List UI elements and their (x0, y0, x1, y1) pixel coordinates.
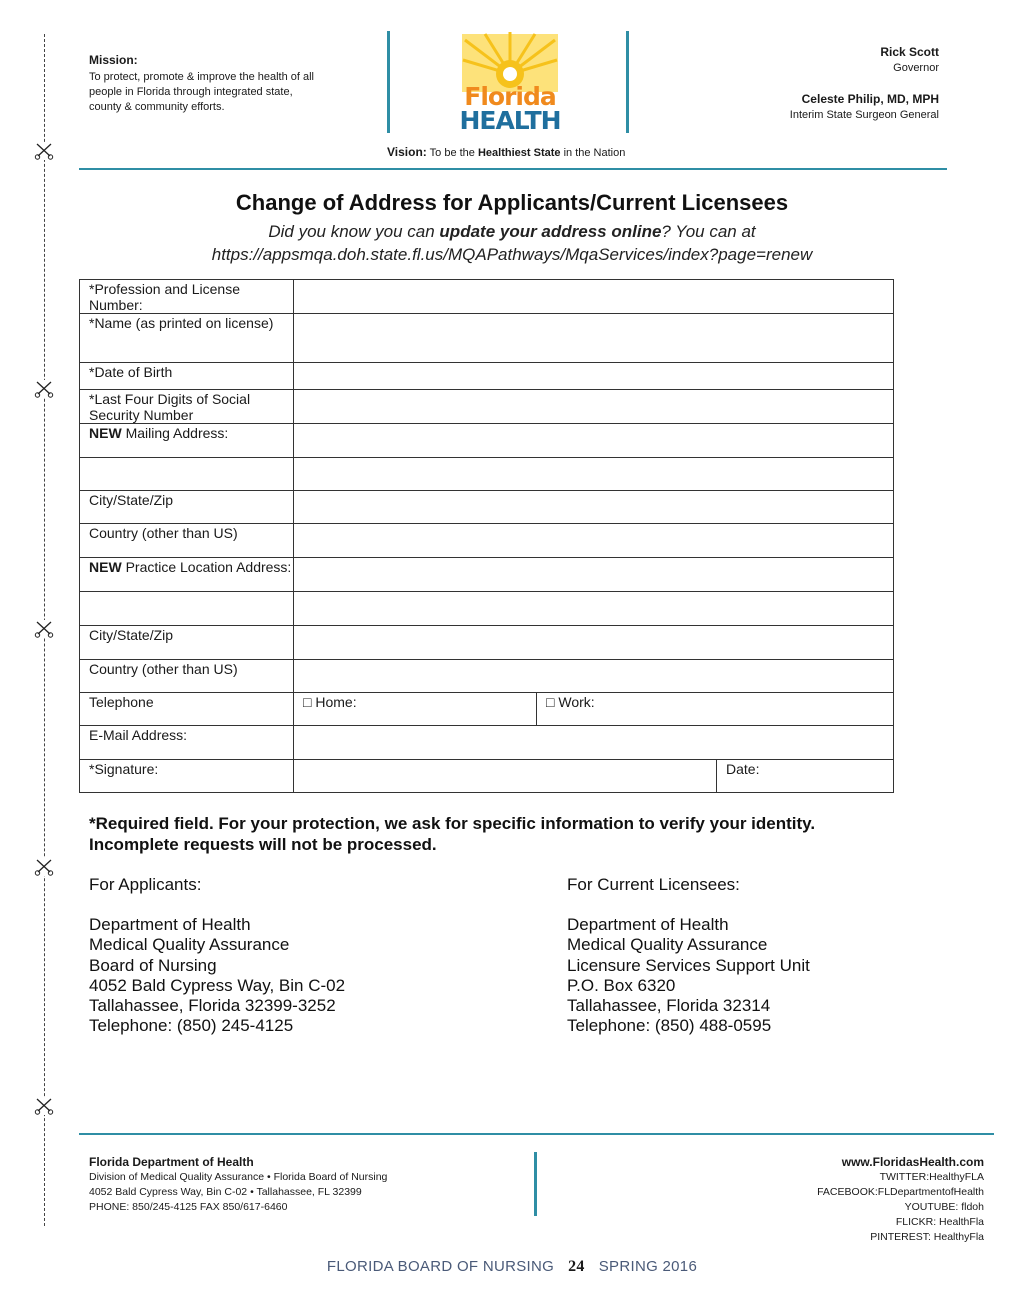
work-phone-input[interactable]: □ Work: (537, 693, 894, 726)
practice-city-state-zip-input[interactable] (294, 626, 894, 660)
table-row (80, 693, 894, 726)
mailing-address-line2-label-cell (80, 458, 294, 491)
field-label: Country (other than US) (80, 660, 294, 693)
date-of-birth-input[interactable] (294, 363, 894, 390)
table-row (80, 660, 894, 693)
field-label: *Profession and License Number: (80, 280, 294, 314)
table-row (80, 491, 894, 524)
field-label: *Signature: (80, 760, 294, 793)
vision-statement: Vision: To be the Healthiest State in the Nation (387, 145, 626, 159)
field-label: Country (other than US) (80, 524, 294, 558)
date-input[interactable]: Date: (717, 760, 894, 793)
footer-rule (79, 1133, 994, 1135)
signature-input[interactable] (294, 760, 717, 793)
field-label: *Last Four Digits of Social Security Number (80, 390, 294, 424)
mission-label: Mission: (89, 53, 138, 67)
surgeon-general-title: Interim State Surgeon General (789, 109, 939, 121)
table-row (80, 626, 894, 660)
table-row (80, 314, 894, 363)
email-input[interactable] (294, 726, 894, 760)
field-label: Telephone (80, 693, 294, 726)
logo-word-health: HEALTH (459, 106, 561, 135)
scissors-icon (34, 620, 54, 638)
florida-health-logo (455, 30, 565, 136)
table-row (80, 458, 894, 491)
scissors-icon (34, 380, 54, 398)
practice-address-line2-label-cell (80, 592, 294, 626)
header-divider (626, 31, 629, 133)
scissors-icon (34, 142, 54, 160)
name-input[interactable] (294, 314, 894, 363)
table-row (80, 424, 894, 458)
table-row (80, 524, 894, 558)
table-row (80, 558, 894, 592)
table-row (80, 726, 894, 760)
table-row (80, 280, 894, 314)
page-number: 24 (568, 1258, 585, 1275)
page-title: Change of Address for Applicants/Current Licensees (235, 190, 789, 215)
scissors-icon (34, 1097, 54, 1115)
surgeon-general-name: Celeste Philip, MD, MPH (801, 92, 939, 106)
footer-contact: Florida Department of Health Division of Medical Quality Assurance • Florida Board of Nursing 4052 Bald Cypress Way, Bin C-02 • Tallahassee, FL 32399 PHONE: 850/245-4125 FAX 850/617-6460 (89, 1155, 388, 1213)
practice-address-input[interactable] (294, 558, 894, 592)
governor-title: Governor (893, 62, 939, 74)
mailing-address-line2-input[interactable] (294, 458, 894, 491)
checkbox-icon[interactable]: □ (546, 694, 555, 710)
field-label: City/State/Zip (80, 491, 294, 524)
practice-address-line2-input[interactable] (294, 592, 894, 626)
table-row (80, 363, 894, 390)
licensees-address: For Current Licensees: Department of Health Medical Quality Assurance Licensure Services Support Unit P.O. Box 6320 Tallahassee, Florida 32314 Telephone: (850) 488-0595 (567, 875, 810, 1036)
mission-text: To protect, promote & improve the health of all people in Florida through integrated state, county & community efforts. (89, 71, 315, 113)
website-link[interactable]: www.FloridasHealth.com (841, 1155, 984, 1169)
table-row (80, 760, 894, 793)
field-label: E-Mail Address: (80, 726, 294, 760)
required-field-notice: *Required field. For your protection, we ask for specific information to verify your identity. Incomplete requests will not be processed. (89, 814, 816, 854)
governor-name: Rick Scott (880, 45, 939, 59)
page-footer: FLORIDA BOARD OF NURSING 24 SPRING 2016 (326, 1258, 698, 1275)
practice-country-input[interactable] (294, 660, 894, 693)
mailing-country-input[interactable] (294, 524, 894, 558)
field-label: *Name (as printed on license) (80, 314, 294, 363)
address-change-form (79, 279, 894, 793)
logo-word-florida: Florida (464, 82, 556, 111)
profession-license-input[interactable] (294, 280, 894, 314)
mailing-city-state-zip-input[interactable] (294, 491, 894, 524)
table-row (80, 592, 894, 626)
header-rule (79, 168, 947, 170)
online-update-url[interactable]: https://appsmqa.doh.state.fl.us/MQAPathways/MqaServices/index?page=renew (211, 245, 813, 264)
checkbox-icon[interactable]: □ (303, 694, 312, 710)
field-label: *Date of Birth (80, 363, 294, 390)
field-label: NEW Mailing Address: (80, 424, 294, 458)
online-update-note: Did you know you can update your address online? You can at (268, 222, 756, 241)
header-divider (387, 31, 390, 133)
field-label: City/State/Zip (80, 626, 294, 660)
table-row (80, 390, 894, 424)
applicants-address: For Applicants: Department of Health Medical Quality Assurance Board of Nursing 4052 Bald Cypress Way, Bin C-02 Tallahassee, Florida 32399-3252 Telephone: (850) 245-4125 (89, 875, 346, 1036)
footer-social: www.FloridasHealth.com TWITTER:HealthyFLA FACEBOOK:FLDepartmentofHealth YOUTUBE: fldoh FLICKR: HealthFla PINTEREST: HealthyFla (817, 1155, 984, 1243)
footer-divider (534, 1152, 537, 1216)
mailing-address-input[interactable] (294, 424, 894, 458)
home-phone-input[interactable]: □ Home: (294, 693, 537, 726)
ssn-last-four-input[interactable] (294, 390, 894, 424)
scissors-icon (34, 858, 54, 876)
field-label: NEW Practice Location Address: (80, 558, 294, 592)
